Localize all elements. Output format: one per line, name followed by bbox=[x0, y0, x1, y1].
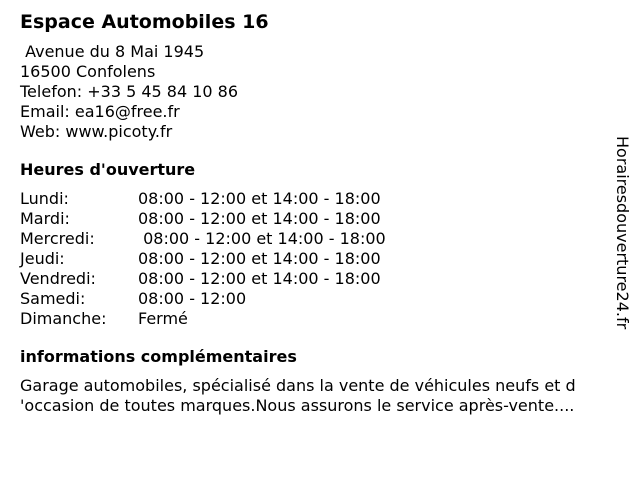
hours-row-tuesday bbox=[20, 209, 610, 229]
day-label: Dimanche: bbox=[20, 309, 107, 328]
postal-city: 16500 Confolens bbox=[20, 62, 156, 81]
day-label: Samedi: bbox=[20, 289, 86, 308]
hours-value: Fermé bbox=[138, 309, 188, 328]
hours-value: 08:00 - 12:00 et 14:00 - 18:00 bbox=[138, 269, 381, 288]
additional-info-line-2: 'occasion de toutes marques.Nous assurons le service après-vente.... bbox=[20, 396, 575, 415]
day-label: Lundi: bbox=[20, 189, 69, 208]
day-label: Jeudi: bbox=[20, 249, 65, 268]
opening-hours-heading: Heures d'ouverture bbox=[20, 160, 196, 179]
hours-value: 08:00 - 12:00 et 14:00 - 18:00 bbox=[138, 229, 386, 248]
hours-row-sunday bbox=[20, 309, 610, 329]
website: Web: www.picoty.fr bbox=[20, 122, 173, 141]
hours-row-friday bbox=[20, 269, 610, 289]
email: Email: ea16@free.fr bbox=[20, 102, 180, 121]
hours-value: 08:00 - 12:00 et 14:00 - 18:00 bbox=[138, 189, 381, 208]
hours-row-thursday bbox=[20, 249, 610, 269]
hours-value: 08:00 - 12:00 bbox=[138, 289, 247, 308]
hours-value: 08:00 - 12:00 et 14:00 - 18:00 bbox=[138, 209, 381, 228]
hours-value: 08:00 - 12:00 et 14:00 - 18:00 bbox=[138, 249, 381, 268]
additional-info-heading: informations complémentaires bbox=[20, 347, 297, 366]
side-brand-watermark: Horairesdouverture24.fr bbox=[613, 136, 632, 330]
hours-row-monday bbox=[20, 189, 610, 209]
business-info bbox=[20, 10, 610, 416]
day-label: Mardi: bbox=[20, 209, 70, 228]
additional-info-line-1: Garage automobiles, spécialisé dans la vente de véhicules neufs et d bbox=[20, 376, 576, 395]
phone: Telefon: +33 5 45 84 10 86 bbox=[20, 82, 239, 101]
opening-hours-table bbox=[20, 189, 610, 329]
hours-row-wednesday bbox=[20, 229, 610, 249]
business-name: Espace Automobiles 16 bbox=[20, 11, 269, 33]
street-address: Avenue du 8 Mai 1945 bbox=[20, 42, 205, 61]
day-label: Vendredi: bbox=[20, 269, 96, 288]
day-label: Mercredi: bbox=[20, 229, 95, 248]
hours-row-saturday bbox=[20, 289, 610, 309]
